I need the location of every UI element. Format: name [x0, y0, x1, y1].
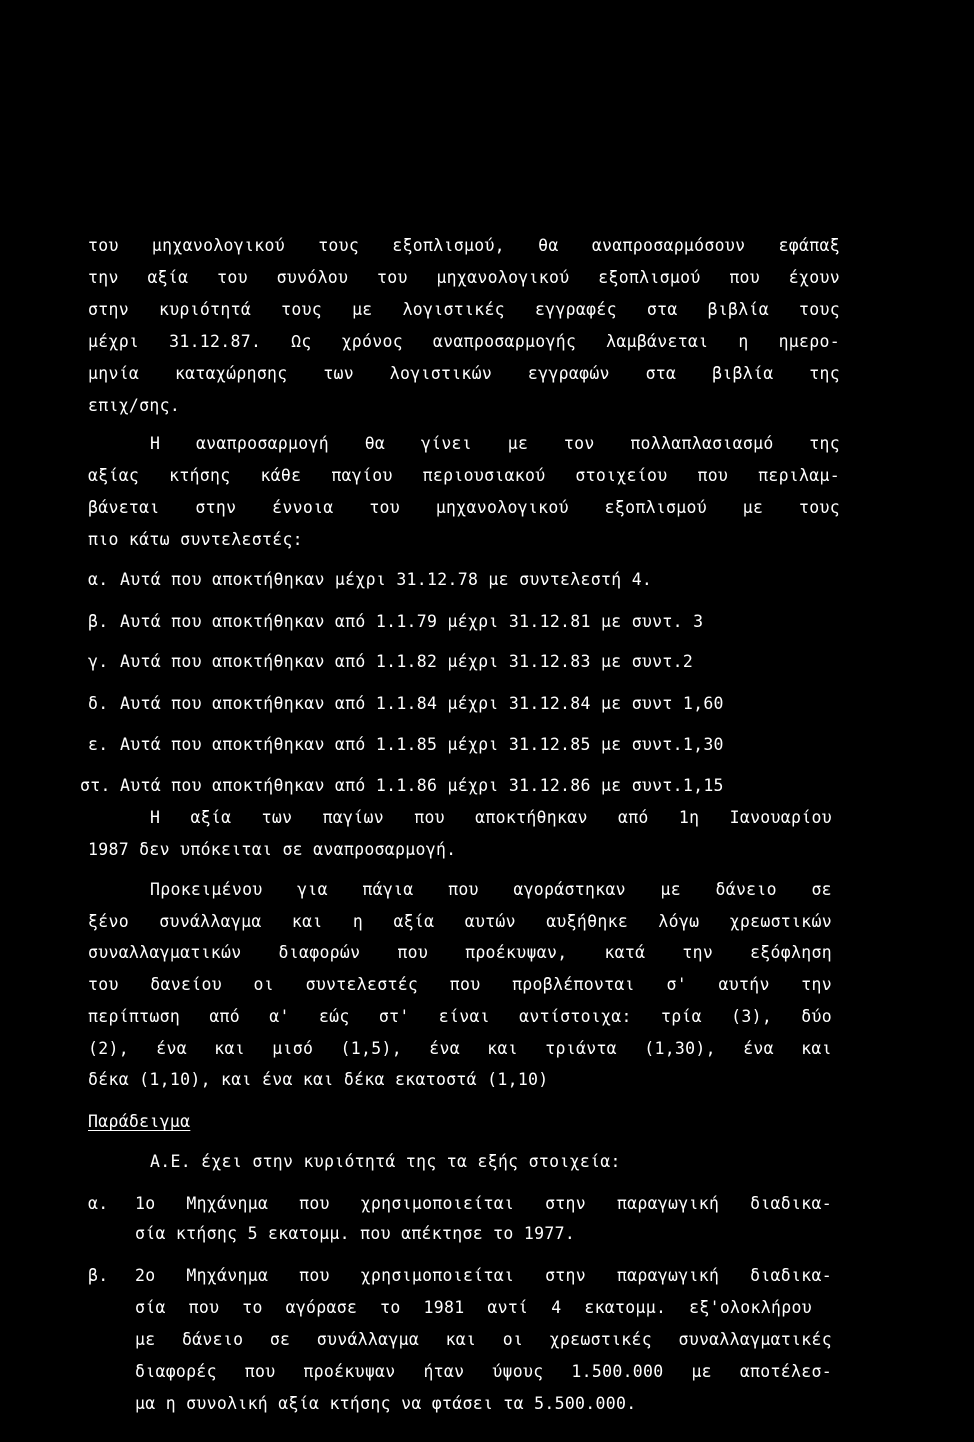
paragraph-4-line-7: δέκα (1,10), και ένα και δέκα εκατοστά (1,10) — [88, 1070, 549, 1089]
list-item-a: Αυτά που αποκτήθηκαν μέχρι 31.12.78 με συντελεστή 4. — [120, 570, 653, 589]
paragraph-3-line-1: Η αξία των παγίων που αποκτήθηκαν από 1η Ιανουαρίου — [150, 808, 832, 827]
list-mark-d: δ. — [88, 694, 109, 713]
paragraph-2-line-4: πιο κάτω συντελεστές: — [88, 530, 303, 549]
paragraph-3-line-2: 1987 δεν υπόκειται σε αναπροσαρμογή. — [88, 840, 457, 859]
list-mark-c: γ. — [88, 652, 109, 671]
list-mark-e: ε. — [88, 735, 109, 754]
example-intro: Α.Ε. έχει στην κυριότητά της τα εξής στοιχεία: — [150, 1152, 621, 1171]
paragraph-4-line-3: συναλλαγματικών διαφορών που προέκυψαν, κατά την εξόφληση — [88, 943, 832, 962]
example-item-a-line-2: σία κτήσης 5 εκατομμ. που απέκτησε το 1977. — [135, 1224, 576, 1243]
paragraph-4-line-4: του δανείου οι συντελεστές που προβλέπονται σ' αυτήν την — [88, 975, 832, 994]
example-item-b-line-5: μα η συνολική αξία κτήσης να φτάσει τα 5.500.000. — [135, 1394, 637, 1413]
list-mark-a: α. — [88, 570, 109, 589]
list-item-st: Αυτά που αποκτήθηκαν από 1.1.86 μέχρι 31.12.86 με συντ.1,15 — [120, 776, 724, 795]
list-item-d: Αυτά που αποκτήθηκαν από 1.1.84 μέχρι 31.12.84 με συντ 1,60 — [120, 694, 724, 713]
paragraph-4-line-2: ξένο συνάλλαγμα και η αξία αυτών αυξήθηκε λόγω χρεωστικών — [88, 912, 832, 931]
example-item-b-line-1: 2ο Μηχάνημα που χρησιμοποιείται στην παραγωγική διαδικα- — [135, 1266, 832, 1285]
paragraph-2-line-1: Η αναπροσαρμογή θα γίνει με τον πολλαπλασιασμό της — [150, 434, 840, 453]
list-item-b: Αυτά που αποκτήθηκαν από 1.1.79 μέχρι 31.12.81 με συντ. 3 — [120, 612, 704, 631]
paragraph-1-line-1: του μηχανολογικού τους εξοπλισμού, θα αναπροσαρμόσουν εφάπαξ — [88, 236, 840, 255]
paragraph-4-line-5: περίπτωση από α' εώς στ' είναι αντίστοιχα: τρία (3), δύο — [88, 1007, 832, 1026]
paragraph-4-line-6: (2), ένα και μισό (1,5), ένα και τριάντα (1,30), ένα και — [88, 1039, 832, 1058]
example-mark-a: α. — [88, 1194, 109, 1213]
example-item-a-line-1: 1ο Μηχάνημα που χρησιμοποιείται στην παραγωγική διαδικα- — [135, 1194, 832, 1213]
example-mark-b: β. — [88, 1266, 109, 1285]
list-mark-b: β. — [88, 612, 109, 631]
example-item-b-line-4: διαφορές που προέκυψαν ήταν ύψους 1.500.000 με αποτέλεσ- — [135, 1362, 832, 1381]
paragraph-1-line-2: την αξία του συνόλου του μηχανολογικού εξοπλισμού που έχουν — [88, 268, 840, 287]
paragraph-1-line-5: μηνία καταχώρησης των λογιστικών εγγραφών στα βιβλία της — [88, 364, 840, 383]
paragraph-2-line-2: αξίας κτήσης κάθε παγίου περιουσιακού στοιχείου που περιλαμ- — [88, 466, 840, 485]
list-item-c: Αυτά που αποκτήθηκαν από 1.1.82 μέχρι 31.12.83 με συντ.2 — [120, 652, 694, 671]
paragraph-1-line-3: στην κυριότητά τους με λογιστικές εγγραφές στα βιβλία τους — [88, 300, 840, 319]
paragraph-1-line-4: μέχρι 31.12.87. Ως χρόνος αναπροσαρμογής λαμβάνεται η ημερο- — [88, 332, 840, 351]
paragraph-1-line-6: επιχ/σης. — [88, 396, 181, 415]
list-item-e: Αυτά που αποκτήθηκαν από 1.1.85 μέχρι 31.12.85 με συντ.1,30 — [120, 735, 724, 754]
paragraph-4-line-1: Προκειμένου για πάγια που αγοράστηκαν με δάνειο σε — [150, 880, 832, 899]
example-item-b-line-3: με δάνειο σε συνάλλαγμα και οι χρεωστικές συναλλαγματικές — [135, 1330, 832, 1349]
paragraph-2-line-3: βάνεται στην έννοια του μηχανολογικού εξοπλισμού με τους — [88, 498, 840, 517]
example-item-b-line-2: σία που το αγόρασε το 1981 αντί 4 εκατομμ. εξ'ολοκλήρου — [135, 1298, 812, 1317]
list-mark-st: στ. — [80, 776, 111, 795]
example-heading: Παράδειγμα — [88, 1112, 191, 1131]
